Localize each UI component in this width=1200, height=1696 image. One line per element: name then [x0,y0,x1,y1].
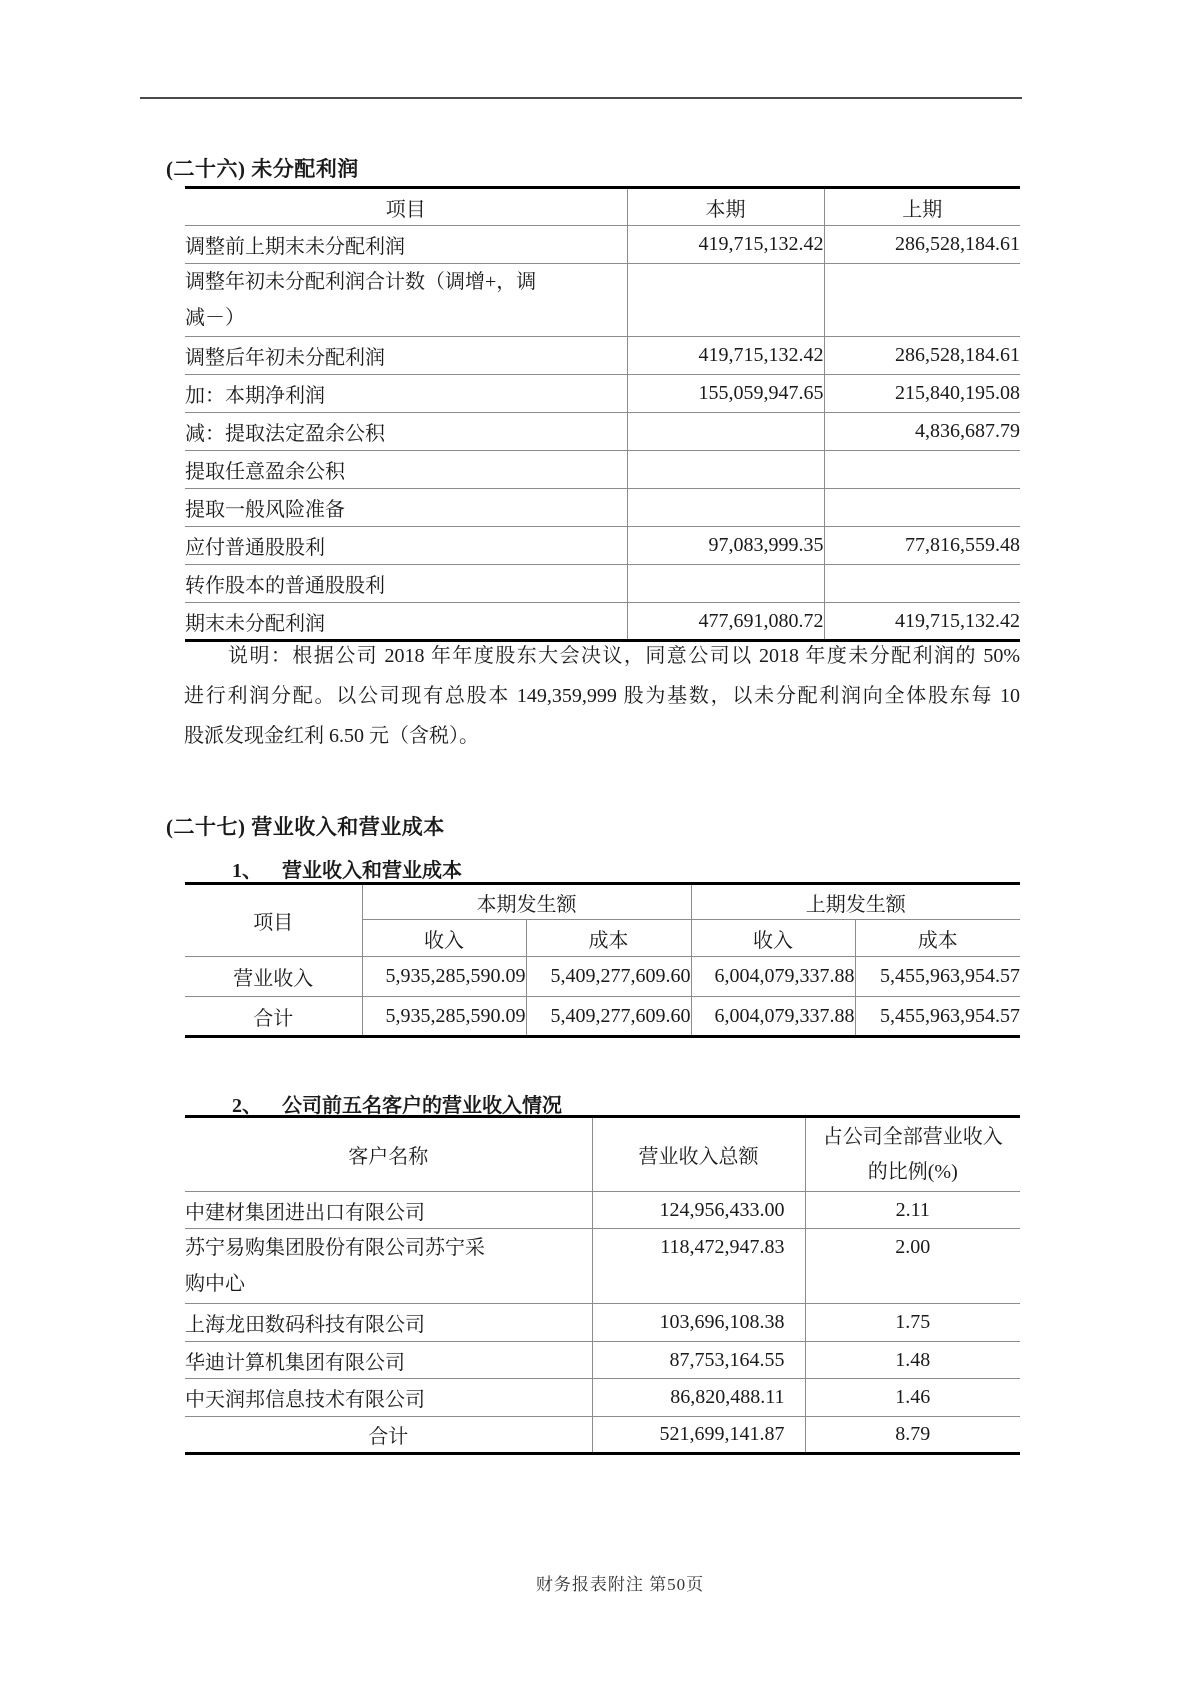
col-header-income: 收入 [362,920,526,957]
group-header-prior: 上期发生额 [691,884,1020,920]
share-header-line-1: 占公司全部营业收入 [822,1125,1003,1148]
note-line-1: 说明：根据公司 2018 年年度股东大会决议，同意公司以 2018 年度未分配利润的 50% [228,645,1020,667]
prior-value [824,565,1020,603]
profit-distribution-note [184,636,1020,756]
subsection-1-label: 营业收入和营业成本 [282,860,462,882]
section-27-title: (二十七) 营业收入和营业成本 [166,815,445,839]
page-footer-text: 财务报表附注 第50页 [535,1575,705,1594]
table-row [185,957,1020,997]
page-footer [0,1570,1200,1595]
table-row [185,1229,1020,1304]
total-row [185,1417,1020,1454]
current-value: 155,059,947.65 [627,375,824,413]
table-row [185,1379,1020,1417]
col-header-customer-name: 客户名称 [185,1117,592,1192]
current-income: 5,935,285,590.09 [362,997,526,1037]
page-header-rule [140,97,1022,99]
row-label: 合计 [253,1007,294,1030]
subsection-2-label: 公司前五名客户的营业收入情况 [282,1095,562,1117]
prior-cost: 5,455,963,954.57 [855,957,1020,997]
row-label: 提取任意盈余公积 [185,451,627,489]
table-row [185,527,1020,565]
note-line-3: 股派发现金红利 6.50 元（含税）。 [184,725,479,747]
row-label-text: 调整年初未分配利润合计数（调增+，调减－） [185,271,537,329]
col-header-current-period: 本期 [627,188,824,226]
row-label: 减：提取法定盈余公积 [185,413,627,451]
customer-name: 上海龙田数码科技有限公司 [185,1304,592,1342]
prior-value: 286,528,184.61 [824,226,1020,264]
group-header-current: 本期发生额 [362,884,691,920]
current-value [627,489,824,527]
prior-value: 77,816,559.48 [824,527,1020,565]
table-header-row [185,188,1020,226]
row-label: 加：本期净利润 [185,375,627,413]
share-header-line-2: 的比例(%) [867,1160,958,1183]
current-value: 477,691,080.72 [627,603,824,641]
revenue-amount: 87,753,164.55 [592,1342,805,1379]
subsection-1-number: 1、 [232,860,262,882]
subsection-2-title [232,1089,562,1118]
customer-name: 中建材集团进出口有限公司 [185,1192,592,1229]
table-row [185,603,1020,641]
total-share: 8.79 [805,1417,1020,1454]
group-header-row [185,884,1020,920]
table-header-row [185,1117,1020,1192]
revenue-amount: 118,472,947.83 [592,1229,805,1304]
row-label: 调整后年初未分配利润 [185,337,627,375]
col-header-cost: 成本 [855,920,1020,957]
revenue-amount: 103,696,108.38 [592,1304,805,1342]
revenue-share: 2.11 [805,1192,1020,1229]
prior-value: 215,840,195.08 [824,375,1020,413]
prior-value [824,489,1020,527]
current-value [627,451,824,489]
revenue-share: 1.46 [805,1379,1020,1417]
col-header-item: 项目 [185,884,362,957]
revenue-share: 1.75 [805,1304,1020,1342]
row-label: 转作股本的普通股股利 [185,565,627,603]
row-label: 期末未分配利润 [185,612,325,635]
current-value: 419,715,132.42 [627,337,824,375]
col-header-cost: 成本 [526,920,691,957]
row-label: 应付普通股股利 [185,527,627,565]
row-label: 调整前上期末未分配利润 [185,226,627,264]
current-cost: 5,409,277,609.60 [526,957,691,997]
current-cost: 5,409,277,609.60 [526,997,691,1037]
prior-value [824,264,1020,337]
table-row [185,413,1020,451]
row-label: 提取一般风险准备 [185,489,627,527]
table-row [185,489,1020,527]
subsection-2-number: 2、 [232,1095,262,1117]
total-row [185,997,1020,1037]
revenue-amount: 124,956,433.00 [592,1192,805,1229]
current-value [627,413,824,451]
table-row [185,451,1020,489]
prior-value [824,451,1020,489]
row-label [185,264,627,337]
total-label: 合计 [368,1426,409,1448]
subsection-1-title [232,854,462,883]
undistributed-profit-table [185,186,1020,642]
customer-name-text: 苏宁易购集团股份有限公司苏宁采购中心 [185,1237,485,1295]
prior-value: 4,836,687.79 [824,413,1020,451]
prior-value: 419,715,132.42 [824,603,1020,641]
revenue-share: 1.48 [805,1342,1020,1379]
table-row [185,337,1020,375]
current-value [627,565,824,603]
current-income: 5,935,285,590.09 [362,957,526,997]
col-header-revenue-amount: 营业收入总额 [592,1117,805,1192]
prior-income: 6,004,079,337.88 [691,997,855,1037]
row-label: 营业收入 [185,957,362,997]
current-value: 97,083,999.35 [627,527,824,565]
section-26-title: (二十六) 未分配利润 [166,157,359,181]
col-header-item: 项目 [185,188,627,226]
table-row [185,1304,1020,1342]
total-amount: 521,699,141.87 [592,1417,805,1454]
table-row [185,1342,1020,1379]
prior-income: 6,004,079,337.88 [691,957,855,997]
customer-name: 中天润邦信息技术有限公司 [185,1379,592,1417]
top-customers-table [185,1115,1020,1455]
col-header-revenue-share [805,1117,1020,1192]
revenue-amount: 86,820,488.11 [592,1379,805,1417]
prior-value: 286,528,184.61 [824,337,1020,375]
current-value: 419,715,132.42 [627,226,824,264]
customer-name [185,1229,592,1304]
revenue-share: 2.00 [805,1229,1020,1304]
current-value [627,264,824,337]
table-row [185,226,1020,264]
table-row [185,565,1020,603]
revenue-cost-table [185,882,1020,1038]
prior-cost: 5,455,963,954.57 [855,997,1020,1037]
table-row [185,375,1020,413]
table-row [185,1192,1020,1229]
customer-name: 华迪计算机集团有限公司 [185,1342,592,1379]
col-header-prior-period: 上期 [824,188,1020,226]
note-line-2: 进行利润分配。以公司现有总股本 149,359,999 股为基数，以未分配利润向全体股东每 10 [184,685,1020,707]
col-header-income: 收入 [691,920,855,957]
table-row [185,264,1020,337]
